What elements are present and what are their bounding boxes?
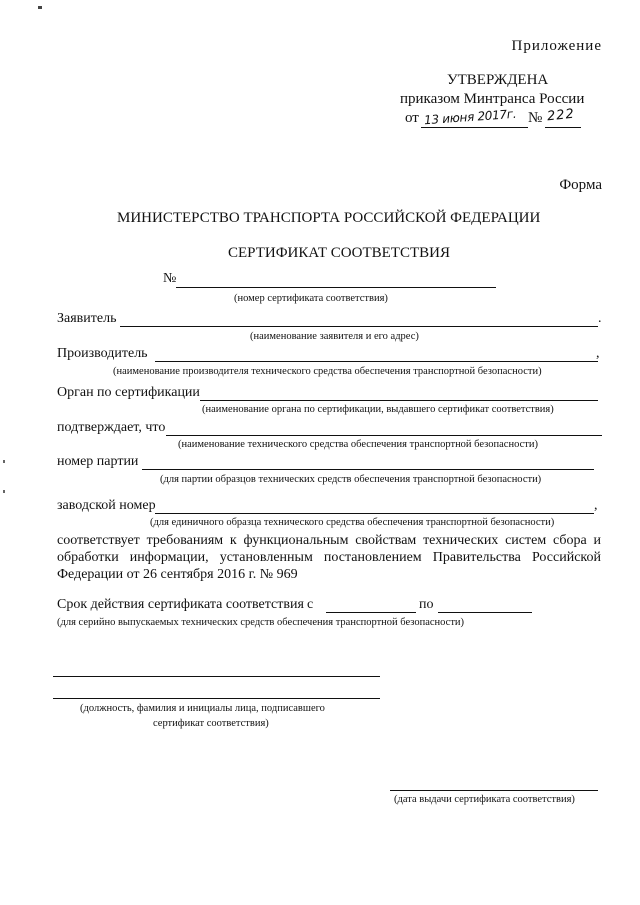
manufacturer-label: Производитель	[57, 346, 148, 361]
number-prefix: №	[528, 110, 543, 126]
appendix-label: Приложение	[511, 38, 602, 54]
validity-hint: (для серийно выпускаемых технических средств обеспечения транспортной безопасности)	[57, 617, 465, 628]
confirms-field	[166, 435, 602, 436]
certificate-number-label: №	[163, 271, 177, 286]
certification-body-field	[200, 400, 598, 401]
serial-number-label: заводской номер	[57, 498, 156, 513]
certification-body-hint: (наименование органа по сертификации, выдавшего сертификат соответствия)	[202, 404, 554, 415]
ministry-title: МИНИСТЕРСТВО ТРАНСПОРТА РОССИЙСКОЙ ФЕДЕРАЦИИ	[117, 210, 541, 226]
scan-mark	[3, 460, 5, 463]
batch-number-field	[142, 469, 594, 470]
serial-number-field	[155, 513, 594, 514]
confirms-label: подтверждает, что	[57, 420, 166, 435]
approved-label: УТВЕРЖДЕНА	[447, 72, 549, 88]
validity-to-label: по	[419, 597, 434, 612]
certificate-number-hint: (номер сертификата соответствия)	[234, 293, 388, 304]
validity-from-field	[326, 612, 416, 613]
signatory-line-2	[53, 698, 380, 699]
scan-mark	[3, 490, 5, 493]
form-label: Форма	[559, 177, 602, 193]
batch-number-hint: (для партии образцов технических средств обеспечения транспортной безопасности)	[160, 474, 542, 485]
number-underline	[545, 127, 581, 128]
certification-body-label: Орган по сертификации	[57, 385, 200, 400]
issue-date-hint: (дата выдачи сертификата соответствия)	[394, 794, 575, 805]
serial-number-hint: (для единичного образца технического средства обеспечения транспортной безопасности)	[150, 517, 555, 528]
compliance-text: соответствует требованиям к функциональным свойствам технических систем сбора и обработки информации, установленным постановлением Правительства Российской Федерации от 26 сентября 2016 г. № 969	[57, 533, 601, 582]
serial-number-comma: ,	[594, 498, 598, 513]
document-title: СЕРТИФИКАТ СООТВЕТСТВИЯ	[228, 245, 450, 261]
applicant-hint: (наименование заявителя и его адрес)	[250, 331, 419, 342]
applicant-field	[120, 326, 598, 327]
signatory-hint-2: сертификат соответствия)	[153, 718, 269, 729]
signatory-hint-1: (должность, фамилия и инициалы лица, подписавшего	[80, 703, 325, 714]
validity-to-field	[438, 612, 532, 613]
handwritten-number: 222	[546, 106, 576, 125]
order-date-row	[405, 110, 419, 127]
date-underline	[421, 127, 528, 128]
manufacturer-hint: (наименование производителя технического средства обеспечения транспортной безопасности)	[113, 366, 542, 377]
from-prefix: от	[405, 110, 419, 126]
manufacturer-field	[155, 361, 598, 362]
handwritten-date: 13 июня 2017г.	[423, 106, 517, 128]
issue-date-field	[390, 790, 598, 791]
order-label: приказом Минтранса России	[400, 91, 585, 107]
validity-label: Срок действия сертификата соответствия	[57, 597, 304, 612]
applicant-label: Заявитель	[57, 311, 117, 326]
certificate-number-field	[176, 287, 496, 288]
validity-from-label: с	[307, 597, 314, 612]
manufacturer-comma: ,	[596, 346, 600, 361]
scan-mark	[38, 6, 42, 9]
confirms-hint: (наименование технического средства обеспечения транспортной безопасности)	[178, 439, 538, 450]
applicant-comma: .	[598, 311, 602, 326]
batch-number-label: номер партии	[57, 454, 139, 469]
signatory-line-1	[53, 676, 380, 677]
